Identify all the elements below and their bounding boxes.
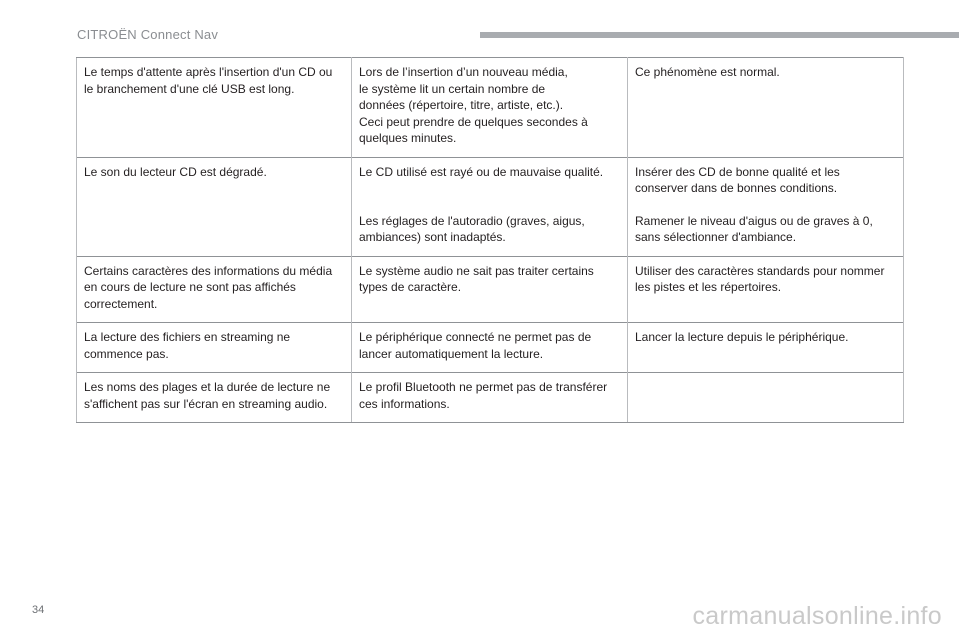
problem-cell: Le temps d'attente après l'insertion d'un CD ou le branchement d'une clé USB est long. [77, 58, 352, 158]
solution-cell: Ce phénomène est normal. [628, 58, 904, 158]
page-number: 34 [32, 604, 45, 616]
solution-cell: Ramener le niveau d'aigus ou de graves à 0, sans sélectionner d'ambiance. [628, 207, 904, 257]
table-row [77, 373, 904, 423]
cause-cell: Le système audio ne sait pas traiter certains types de caractère. [352, 256, 628, 323]
table-row [77, 256, 904, 323]
cause-cell: Lors de l’insertion d’un nouveau média, le système lit un certain nombre de données (répertoire, titre, artiste, etc.). Ceci peut prendre de quelques secondes à quelques minutes. [352, 58, 628, 158]
solution-cell: Lancer la lecture depuis le périphérique. [628, 323, 904, 373]
cause-cell: Les réglages de l'autoradio (graves, aigus, ambiances) sont inadaptés. [352, 207, 628, 257]
cause-cell: Le profil Bluetooth ne permet pas de transférer ces informations. [352, 373, 628, 423]
table-row [77, 58, 904, 158]
solution-cell: Utiliser des caractères standards pour nommer les pistes et les répertoires. [628, 256, 904, 323]
problem-cell: La lecture des fichiers en streaming ne commence pas. [77, 323, 352, 373]
problem-cell: Les noms des plages et la durée de lecture ne s'affichent pas sur l'écran en streaming audio. [77, 373, 352, 423]
table-row [77, 157, 904, 207]
cause-cell: Le périphérique connecté ne permet pas de lancer automatiquement la lecture. [352, 323, 628, 373]
solution-cell: Insérer des CD de bonne qualité et les conserver dans de bonnes conditions. [628, 157, 904, 207]
cause-cell: Le CD utilisé est rayé ou de mauvaise qualité. [352, 157, 628, 207]
problem-cell: Certains caractères des informations du média en cours de lecture ne sont pas affichés correctement. [77, 256, 352, 323]
solution-cell [628, 373, 904, 423]
table-row [77, 323, 904, 373]
troubleshooting-table [76, 57, 904, 423]
header-bar [480, 32, 959, 38]
problem-cell: Le son du lecteur CD est dégradé. [77, 157, 352, 256]
watermark: carmanualsonline.info [692, 602, 942, 630]
page-header-title: CITROËN Connect Nav [77, 27, 219, 42]
